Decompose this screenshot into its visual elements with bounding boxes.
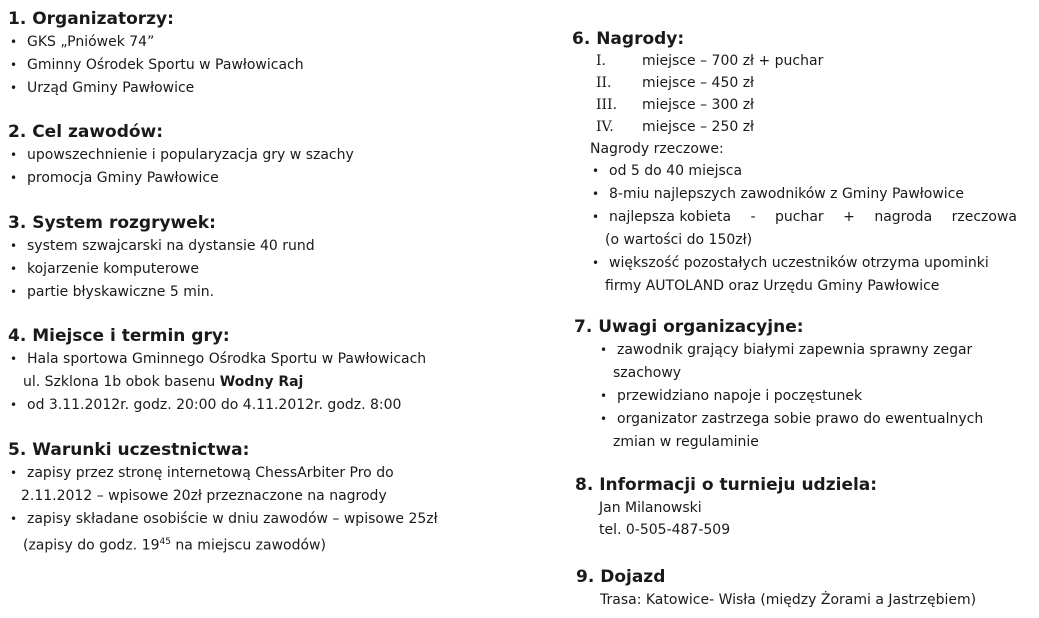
list-item: • promocja Gminy Pawłowice <box>27 167 354 190</box>
section-title: 7. Uwagi organizacyjne: <box>574 317 804 337</box>
item-line: zmian w regulaminie <box>613 434 759 450</box>
section-directions <box>576 566 976 611</box>
list-item <box>613 339 983 385</box>
prize-number: II. <box>596 75 612 91</box>
prize-text: miejsce – 450 zł <box>642 75 755 91</box>
section-title: 3. System rozgrywek: <box>8 213 216 233</box>
item-line: 2.11.2012 – wpisowe 20zł przeznaczone na nagrody <box>21 488 387 504</box>
item-line: • większość pozostałych uczestników otrzyma upominki <box>609 255 989 271</box>
section-place-time <box>8 325 426 417</box>
section-title: 8. Informacji o turnieju udziela: <box>575 475 878 495</box>
prize-text: miejsce – 250 zł <box>642 119 755 135</box>
address-line <box>23 371 426 394</box>
table-row <box>596 116 823 138</box>
prize-text: miejsce – 300 zł <box>642 97 755 113</box>
list-item <box>605 252 1017 298</box>
list-item <box>605 206 1017 252</box>
item-line: • zapisy przez stronę internetową ChessArbiter Pro do <box>27 465 394 481</box>
table-row <box>596 94 823 116</box>
prize-text: miejsce – 700 zł + puchar <box>642 53 824 69</box>
list-item: • Gminny Ośrodek Sportu w Pawłowicach <box>27 54 304 77</box>
prize-number: IV. <box>596 119 614 135</box>
section-title: 9. Dojazd <box>576 567 666 587</box>
list-item: • GKS „Pniówek 74” <box>27 31 304 54</box>
pool-name: Wodny Raj <box>219 374 304 390</box>
list-item: • od 3.11.2012r. godz. 20:00 do 4.11.2012r. godz. 8:00 <box>27 394 426 417</box>
table-row <box>596 50 823 72</box>
list-item <box>21 462 438 508</box>
prize-table <box>596 50 823 138</box>
item-line: • zawodnik grający białymi zapewnia sprawny zegar <box>617 342 973 358</box>
section-contact <box>575 474 877 541</box>
item-line <box>609 206 1017 229</box>
item-line: • zapisy składane osobiście w dniu zawodów – wpisowe 25zł <box>27 511 438 527</box>
section-title: 5. Warunki uczestnictwa: <box>8 440 250 460</box>
list-item: • 8-miu najlepszych zawodników z Gminy Pawłowice <box>609 183 1017 206</box>
deadline-minutes: 45 <box>159 537 171 547</box>
list-item: • od 5 do 40 miejsca <box>609 160 1017 183</box>
table-row <box>596 72 823 94</box>
section-title: 6. Nagrody: <box>572 29 685 49</box>
list-item <box>613 408 984 454</box>
section-organizers <box>8 8 304 100</box>
contact-phone: tel. 0-505-487-509 <box>599 522 731 538</box>
contact-name: Jan Milanowski <box>599 500 702 516</box>
section-goal <box>8 121 354 190</box>
list-item <box>23 348 427 394</box>
list-item: • kojarzenie komputerowe <box>27 258 315 281</box>
word: - <box>750 209 756 225</box>
item-line: • organizator zastrzega sobie prawo do ewentualnych <box>617 411 984 427</box>
section-title: 1. Organizatorzy: <box>8 9 174 29</box>
section-system <box>8 212 315 304</box>
section-title: 4. Miejsce i termin gry: <box>8 326 230 346</box>
prize-number: I. <box>596 53 606 69</box>
venue-line: • Hala sportowa Gminnego Ośrodka Sportu w Pawłowicach <box>27 351 427 367</box>
item-line: firmy AUTOLAND oraz Urzędu Gminy Pawłowice <box>605 278 940 294</box>
list-item <box>23 508 438 558</box>
word: rzeczowa <box>951 209 1017 225</box>
address-text: ul. Szklona 1b obok basenu <box>23 374 220 390</box>
section-organizational-notes <box>574 316 983 454</box>
route-text: Trasa: Katowice- Wisła (między Żorami a Jastrzębiem) <box>600 592 977 608</box>
word: • najlepsza kobieta <box>609 209 732 225</box>
list-item: • system szwajcarski na dystansie 40 rund <box>27 235 315 258</box>
deadline-post: na miejscu zawodów) <box>170 537 326 554</box>
section-prizes <box>572 28 1022 298</box>
list-item: • upowszechnienie i popularyzacja gry w szachy <box>27 144 354 167</box>
word: nagroda <box>874 209 933 225</box>
item-line <box>23 531 438 558</box>
word: + <box>843 209 855 225</box>
item-line: (o wartości do 150zł) <box>605 232 753 248</box>
list-item: • partie błyskawiczne 5 min. <box>27 281 315 304</box>
list-item: • Urząd Gminy Pawłowice <box>27 77 304 100</box>
material-prizes-label: Nagrody rzeczowe: <box>590 141 724 157</box>
word: puchar <box>775 209 824 225</box>
list-item: • przewidziano napoje i poczęstunek <box>617 385 983 408</box>
deadline-pre: (zapisy do godz. 19 <box>23 537 160 554</box>
item-line: szachowy <box>613 365 682 381</box>
section-participation <box>8 439 438 558</box>
prize-number: III. <box>596 97 618 113</box>
section-title: 2. Cel zawodów: <box>8 122 164 142</box>
